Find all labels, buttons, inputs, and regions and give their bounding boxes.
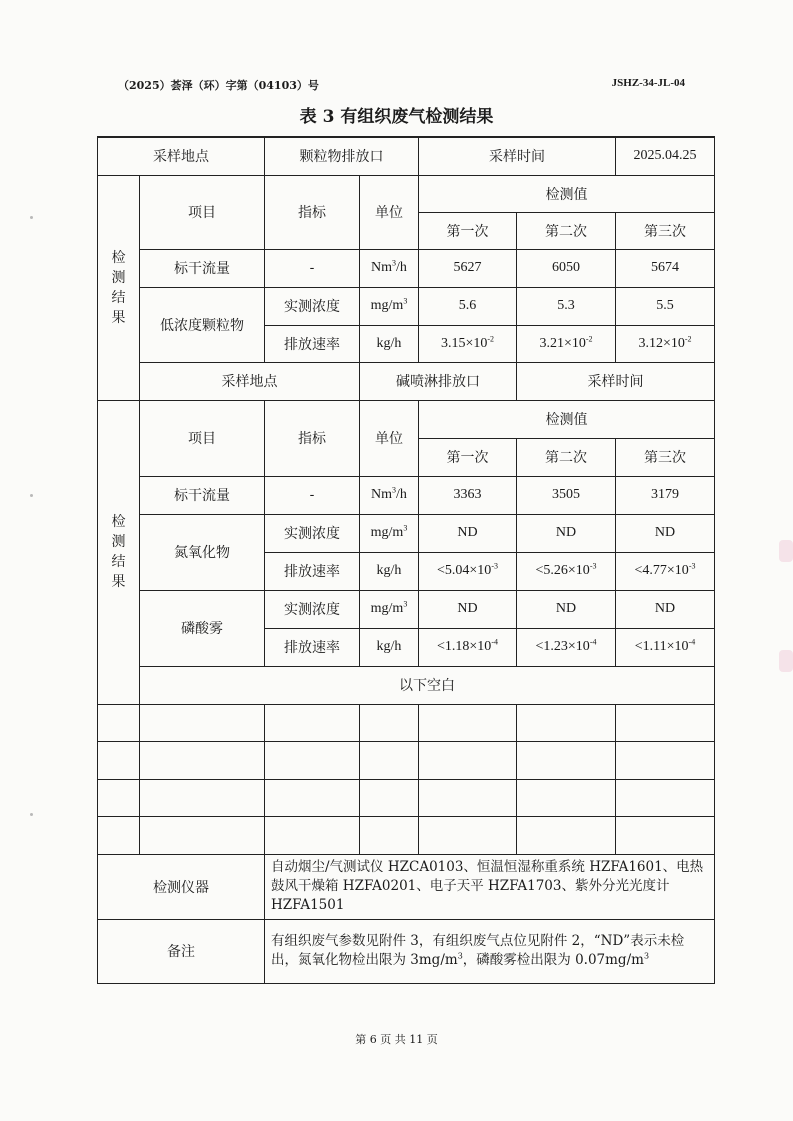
scan-speck xyxy=(30,216,33,219)
third-header: 第三次 xyxy=(616,438,715,476)
scan-speck xyxy=(30,494,33,497)
first-header: 第一次 xyxy=(419,212,517,249)
rate-value-3: $3.12\times 10^{-2}$ xyxy=(616,325,715,362)
empty-row xyxy=(98,779,715,816)
sampling-site-label: 采样地点 xyxy=(140,362,360,400)
site-row-2 xyxy=(98,362,715,400)
flow-value-2: 3505 xyxy=(517,476,616,514)
flow-unit: Nm$^3$/h xyxy=(360,476,419,514)
item-header: 项目 xyxy=(140,175,265,249)
table-row xyxy=(98,514,715,552)
conc-value-3: ND xyxy=(616,590,715,628)
detected-value-header: 检测值 xyxy=(419,400,715,438)
conc-value-2: ND xyxy=(517,514,616,552)
flow-value-2: 6050 xyxy=(517,249,616,287)
measured-conc-label: 实测浓度 xyxy=(265,514,360,552)
page-footer: 第 6 页 共 11 页 xyxy=(355,1033,438,1046)
indicator-header: 指标 xyxy=(265,175,360,249)
rate-value-1: $<5.04\times 10^{-3}$ xyxy=(419,552,517,590)
unit-header: 单位 xyxy=(360,175,419,249)
stamp-edge-mark xyxy=(779,540,793,562)
emission-rate-label: 排放速率 xyxy=(265,552,360,590)
blank-below-label: 以下空白 xyxy=(140,666,715,704)
second-header: 第二次 xyxy=(517,212,616,249)
results-vertical-label: 检 测 结 果 xyxy=(98,175,140,400)
table-row xyxy=(98,249,715,287)
stamp-edge-mark xyxy=(779,650,793,672)
table-row xyxy=(98,590,715,628)
indicator-header: 指标 xyxy=(265,400,360,476)
item-header: 项目 xyxy=(140,400,265,476)
sampling-time-label: 采样时间 xyxy=(419,137,616,175)
conc-value-1: ND xyxy=(419,514,517,552)
indicator-dash: - xyxy=(265,476,360,514)
std-flow-label: 标干流量 xyxy=(140,249,265,287)
pollutant-label: 低浓度颗粒物 xyxy=(140,287,265,362)
rate-unit: kg/h xyxy=(360,325,419,362)
first-header: 第一次 xyxy=(419,438,517,476)
empty-row xyxy=(98,741,715,779)
sampling-site-value: 碱喷淋排放口 xyxy=(360,362,517,400)
flow-value-1: 5627 xyxy=(419,249,517,287)
rate-value-2: $<1.23\times 10^{-4}$ xyxy=(517,628,616,666)
conc-value-3: 5.5 xyxy=(616,287,715,325)
scan-speck xyxy=(30,813,33,816)
conc-unit: $mg/m^3$ xyxy=(360,287,419,325)
conc-value-2: 5.3 xyxy=(517,287,616,325)
site-row-1 xyxy=(98,137,715,175)
emission-rate-label: 排放速率 xyxy=(265,325,360,362)
instruments-label: 检测仪器 xyxy=(98,854,265,919)
flow-value-1: 3363 xyxy=(419,476,517,514)
conc-value-1: 5.6 xyxy=(419,287,517,325)
pollutant-label: 磷酸雾 xyxy=(140,590,265,666)
unit-header: 单位 xyxy=(360,400,419,476)
pollutant-label: 氮氧化物 xyxy=(140,514,265,590)
rate-value-1: $<1.18\times 10^{-4}$ xyxy=(419,628,517,666)
rate-value-3: $<1.11\times 10^{-4}$ xyxy=(616,628,715,666)
sampling-site-label: 采样地点 xyxy=(98,137,265,175)
table-title: 表 3 有组织废气检测结果 xyxy=(299,107,494,127)
instruments-text: 自动烟尘/气测试仪 HZCA0103、恒温恒湿称重系统 HZFA1601、电热鼓风干燥箱 HZFA0201、电子天平 HZFA1703、紫外分光光度计 HZFA1501 xyxy=(265,854,715,919)
rate-value-1: $3.15\times 10^{-2}$ xyxy=(419,325,517,362)
measured-conc-label: 实测浓度 xyxy=(265,590,360,628)
conc-value-3: ND xyxy=(616,514,715,552)
flow-value-3: 3179 xyxy=(616,476,715,514)
empty-row xyxy=(98,704,715,741)
third-header: 第三次 xyxy=(616,212,715,249)
rate-value-3: $<4.77\times 10^{-3}$ xyxy=(616,552,715,590)
remarks-text: 有组织废气参数见附件 3，有组织废气点位见附件 2，“ND”表示未检出，氮氧化物检出限为 $3mg/m^3$，磷酸雾检出限为 $0.07mg/m^3$ xyxy=(265,919,715,983)
rate-value-2: $<5.26\times 10^{-3}$ xyxy=(517,552,616,590)
flow-unit: Nm$^3$/h xyxy=(360,249,419,287)
table-row xyxy=(98,476,715,514)
conc-value-2: ND xyxy=(517,590,616,628)
rate-unit: kg/h xyxy=(360,552,419,590)
results-table xyxy=(97,136,715,984)
report-number: （2025）荟泽（环）字第（04103）号 xyxy=(118,79,319,92)
conc-unit: $mg/m^3$ xyxy=(360,590,419,628)
second-header: 第二次 xyxy=(517,438,616,476)
conc-unit: $mg/m^3$ xyxy=(360,514,419,552)
measured-conc-label: 实测浓度 xyxy=(265,287,360,325)
results-vertical-label: 检 测 结 果 xyxy=(98,400,140,704)
indicator-dash: - xyxy=(265,249,360,287)
detected-value-header: 检测值 xyxy=(419,175,715,212)
empty-row xyxy=(98,816,715,854)
form-code: JSHZ-34-JL-04 xyxy=(611,77,685,89)
flow-value-3: 5674 xyxy=(616,249,715,287)
sampling-time-label: 采样时间 xyxy=(517,362,715,400)
sampling-time-value: 2025.04.25 xyxy=(616,137,715,175)
table-row xyxy=(98,287,715,325)
rate-unit: kg/h xyxy=(360,628,419,666)
emission-rate-label: 排放速率 xyxy=(265,628,360,666)
std-flow-label: 标干流量 xyxy=(140,476,265,514)
sampling-site-value: 颗粒物排放口 xyxy=(265,137,419,175)
rate-value-2: $3.21\times 10^{-2}$ xyxy=(517,325,616,362)
remarks-label: 备注 xyxy=(98,919,265,983)
conc-value-1: ND xyxy=(419,590,517,628)
